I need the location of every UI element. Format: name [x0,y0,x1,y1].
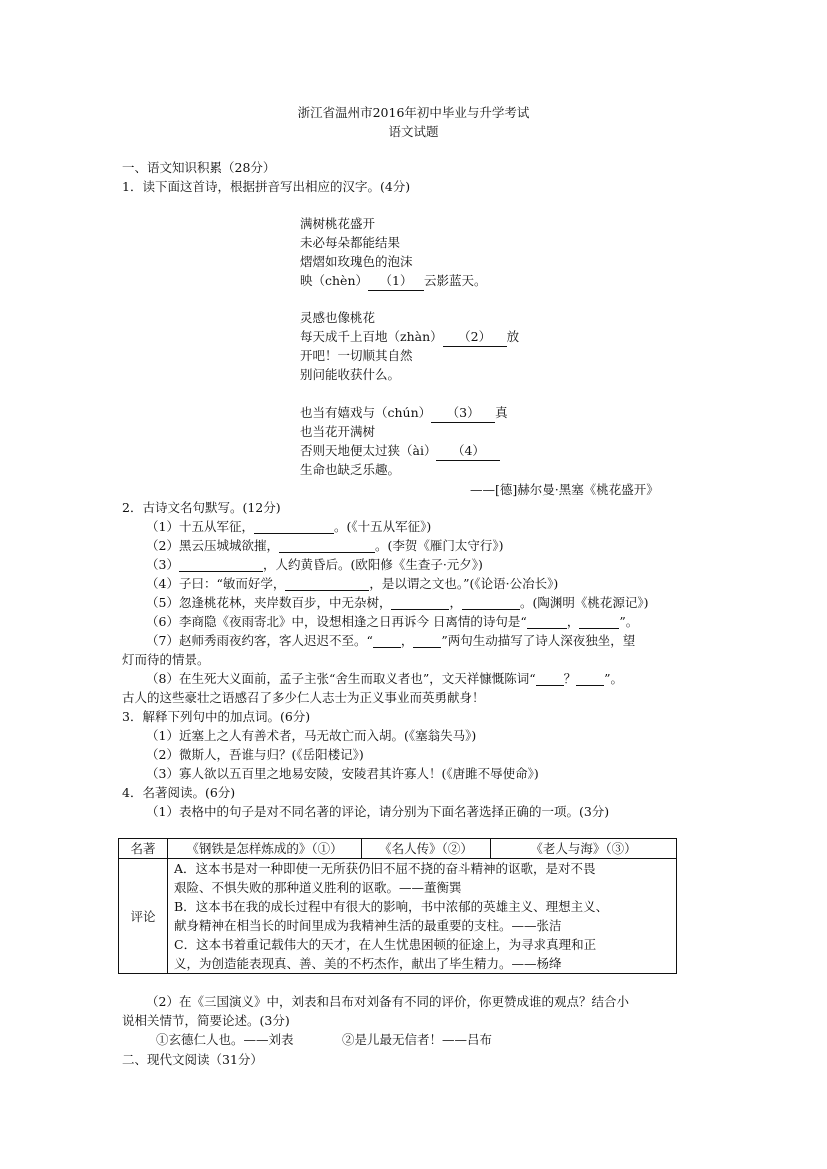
poem-line: 生命也缺乏乐趣。 [300,462,401,477]
q4-item-1: （1）表格中的句子是对不同名著的评论，请分别为下面名著选择正确的一项。(3分) [146,804,610,819]
poem-line-blank-4: 否则天地便太过狭（ài） （4） [300,441,500,461]
blank-input[interactable] [576,671,604,686]
review-a-line: A．这本书是对一种即使一无所获仍旧不屈不挠的奋斗精神的讴歌，是对不畏 [174,861,596,876]
q4-option-1: ①玄德仁人也。——刘表 [156,1032,294,1047]
q2-item-1: （1）十五从军征， 。(《十五从军征》) [146,519,432,534]
blank-input[interactable] [536,671,564,686]
table-header-cell: 《钢铁是怎样炼成的》（①） [168,839,362,859]
q4-item-2-cont: 说相关情节，简要论述。(3分) [122,1013,290,1028]
poem-line: 灵感也像桃花 [300,310,376,325]
q2-item-3: （3） ，人约黄昏后。(欧阳修《生查子·元夕》) [146,557,483,572]
table-row [119,859,677,974]
poem-line: 开吧！一切顺其自然 [300,348,413,363]
q3-item-1: （1）近塞上之人有善术者，马无故亡而入胡。(《塞翁失马》) [146,728,477,743]
exam-title: 浙江省温州市2016年初中毕业与升学考试 [297,105,530,120]
q2-item-5: （5）忽逢桃花林，夹岸数百步，中无杂树， ， 。(陶渊明《桃花源记》) [146,595,649,610]
q2-item-7: （7）赵师秀雨夜约客，客人迟迟不至。“ ， ”两句生动描写了诗人深夜独坐，望 [146,633,636,648]
table-header-cell: 《名人传》（②） [362,839,491,859]
blank-input[interactable] [373,633,401,648]
blank-input[interactable] [579,614,619,629]
blank-4[interactable]: （4） [436,441,500,461]
q3-prompt: 3．解释下列句中的加点词。(6分) [122,709,311,724]
poem-line-blank-3: 也当有嬉戏与（chún） （3） 真 [300,403,508,423]
blank-input[interactable] [527,614,567,629]
poem-line-blank-2: 每天成千上百地（zhàn） （2） 放 [300,327,519,347]
q2-item-7-cont: 灯而待的情景。 [122,652,210,667]
poem-line: 满树桃花盛开 [300,216,376,231]
table-header-cell: 《老人与海》（③） [491,839,677,859]
review-b-line: B．这本书在我的成长过程中有很大的影响，书中浓郁的英雄主义、理想主义、 [174,899,609,914]
section-2-heading: 二、现代文阅读（31分） [122,1052,263,1067]
poem-line: 别问能收获什么。 [300,367,401,382]
blank-3[interactable]: （3） [431,403,495,423]
blank-input[interactable] [179,557,263,572]
section-1-heading: 一、语文知识积累（28分） [122,160,276,175]
poem-line-blank-1: 映（chèn） （1） 云影蓝天。 [300,271,487,291]
review-c-line: C．这本书着重记载伟大的天才，在人生忧患困顿的征途上，为寻求真理和正 [174,937,597,952]
poem-attribution: ——[德]赫尔曼·黑塞《桃花盛开》 [470,482,659,497]
blank-input[interactable] [285,576,369,591]
q4-option-2: ②是儿最无信者！——吕布 [342,1032,493,1047]
q3-item-2: （2）微斯人，吾谁与归？(《岳阳楼记》) [146,747,364,762]
book-review-table [118,838,677,974]
exam-subtitle: 语文试题 [388,124,439,139]
q1-prompt: 1．读下面这首诗，根据拼音写出相应的汉字。(4分) [122,179,411,194]
q4-item-2: （2）在《三国演义》中，刘表和吕布对刘备有不同的评价，你更赞成谁的观点？结合小 [146,994,629,1009]
blank-input[interactable] [279,538,375,553]
blank-input[interactable] [462,595,520,610]
q2-item-8: （8）在生死大义面前，孟子主张“舍生而取义者也”，文天祥慷慨陈词“ ？ ”。 [146,671,624,686]
poem-line: 也当花开满树 [300,424,376,439]
table-row-label: 评论 [119,859,168,974]
table-header-row [119,839,677,859]
poem-line: 未必每朵都能结果 [300,235,401,250]
review-b-line: 献身精神在相当长的时间里成为我精神生活的最重要的支柱。——张洁 [174,918,562,933]
review-a-line: 艰险、不惧失败的那种道义胜利的讴歌。——董衡巽 [174,880,462,895]
blank-1[interactable]: （1） [368,271,424,291]
q3-item-3: （3）寡人欲以五百里之地易安陵，安陵君其许寡人！(《唐雎不辱使命》) [146,766,539,781]
blank-input[interactable] [413,633,441,648]
poem-line: 熠熠如玫瑰色的泡沫 [300,254,413,269]
q4-prompt: 4．名著阅读。(6分) [122,785,236,800]
q2-prompt: 2．古诗文名句默写。(12分) [122,500,281,515]
q2-item-8-cont: 古人的这些豪壮之语感召了多少仁人志士为正义事业而英勇献身！ [122,690,485,705]
blank-input[interactable] [391,595,449,610]
review-options-cell [168,859,677,974]
q2-item-4: （4）子曰：“敏而好学， ，是以谓之文也。”(《论语·公冶长》) [146,576,559,591]
blank-input[interactable] [254,519,334,534]
table-header-cell: 名著 [119,839,168,859]
review-c-line: 义，为创造能表现真、善、美的不朽杰作，献出了毕生精力。——杨绛 [174,956,562,971]
q2-item-2: （2）黑云压城城欲摧， 。(李贺《雁门太守行》) [146,538,504,553]
blank-2[interactable]: （2） [443,327,507,347]
q2-item-6: （6）李商隐《夜雨寄北》中，设想相逢之日再诉今 日离情的诗句是“ ， ”。 [146,614,639,629]
